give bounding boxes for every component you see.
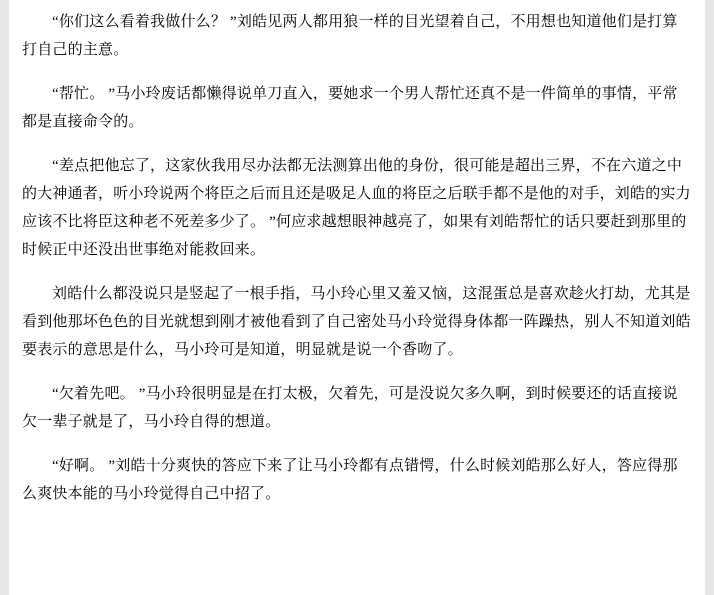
paragraph: “差点把他忘了，这家伙我用尽办法都无法测算出他的身份，很可能是超出三界，不在六道之中的大神通者，听小玲说两个将臣之后而且还是吸足人血的将臣之后联手都不是他的对手，刘皓的实力应该不比将臣这种老不死差多少了。 ”何应求越想眼神越亮了，如果有刘皓帮忙的话只要赶到那里的时候正中还没出世事绝对能救回来。 xyxy=(22,158,691,258)
paragraph: “你们这么看着我做什么？ ”刘皓见两人都用狼一样的目光望着自己，不用想也知道他们是打算打自己的主意。 xyxy=(22,14,678,58)
paragraph: 刘皓什么都没说只是竖起了一根手指，马小玲心里又羞又恼，这混蛋总是喜欢趁火打劫，尤其是看到他那坏色色的目光就想到刚才被他看到了自己密处马小玲觉得身体都一阵躁热，别人不知道刘皓要表示的意思是什么，马小玲可是知道，明显就是说一个香吻了。 xyxy=(22,286,691,358)
paragraph: “欠着先吧。 ”马小玲很明显是在打太极，欠着先，可是没说欠多久啊，到时候要还的话直接说欠一辈子就是了，马小玲自得的想道。 xyxy=(22,386,678,430)
paragraph: “好啊。 ”刘皓十分爽快的答应下来了让马小玲都有点错愕，什么时候刘皓那么好人，答应得那么爽快本能的马小玲觉得自己中招了。 xyxy=(22,458,678,502)
paragraph: “帮忙。 ”马小玲废话都懒得说单刀直入，要她求一个男人帮忙还真不是一件简单的事情，平常都是直接命令的。 xyxy=(22,86,678,130)
